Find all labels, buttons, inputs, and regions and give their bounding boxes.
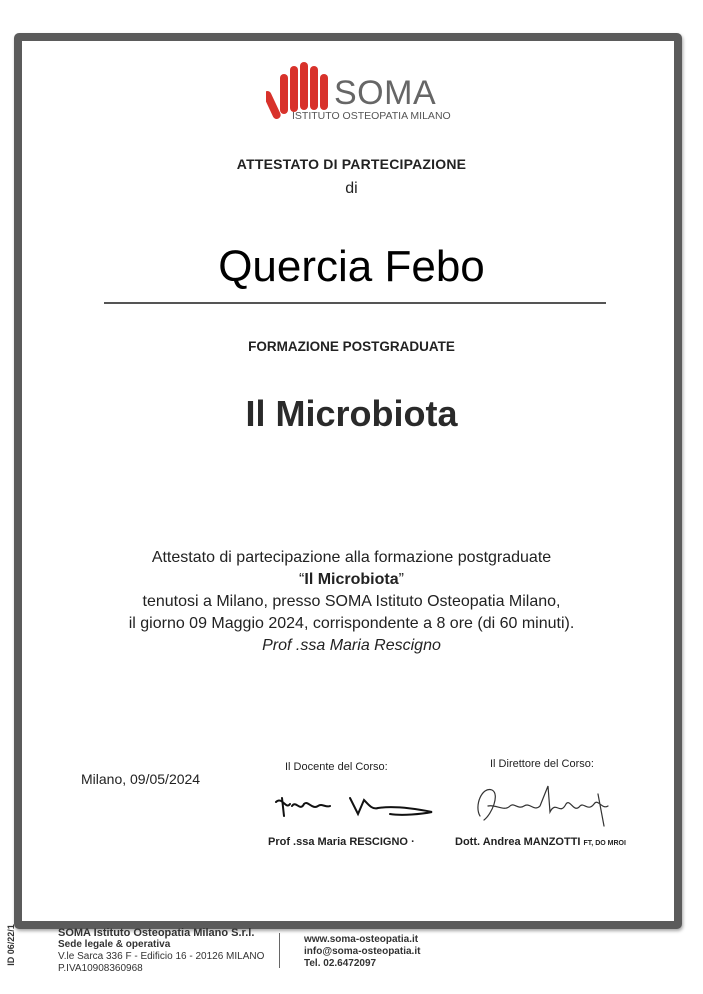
place-date: Milano, 09/05/2024 (81, 771, 201, 787)
body-line-1: Attestato di partecipazione alla formazione postgraduate (151, 549, 552, 566)
recipient-name: Quercia Febo (218, 242, 485, 291)
footer-divider (279, 933, 280, 968)
director-name (455, 836, 626, 848)
teacher-mark: · (411, 836, 415, 848)
footer-website[interactable]: www.soma-osteopatia.it (304, 934, 419, 945)
body-line-3: tenutosi a Milano, presso SOMA Istituto Osteopatia Milano, (142, 593, 561, 610)
teacher-signature (272, 788, 437, 824)
body-course: Il Microbiota (304, 571, 399, 588)
footer-company: SOMA Istituto Osteopatia Milano S.r.l. (58, 927, 255, 939)
teacher-label: Il Docente del Corso: (285, 761, 388, 773)
soma-logo (266, 60, 451, 130)
document-id: ID 06/22/1 (5, 924, 16, 966)
footer-phone: Tel. 02.6472097 (304, 958, 377, 969)
director-label: Il Direttore del Corso: (490, 758, 594, 770)
quote-close: ” (398, 571, 404, 588)
certificate-title: ATTESTATO DI PARTECIPAZIONE (236, 156, 467, 172)
quote-open: “ (299, 571, 305, 588)
body-line-2 (0, 569, 703, 591)
recipient-underline (104, 302, 606, 304)
director-signature (470, 776, 620, 831)
footer-address: V.le Sarca 336 F - Edificio 16 - 20126 MILANO (58, 951, 265, 962)
certificate-di: di (345, 180, 358, 197)
footer-company-block (58, 927, 264, 975)
program-type: FORMAZIONE POSTGRADUATE (248, 339, 455, 354)
body-line-5: Prof .ssa Maria Rescigno (262, 637, 441, 654)
director-suffix: FT, DO MROI (583, 840, 626, 847)
teacher-name-text: Prof .ssa Maria RESCIGNO (268, 836, 408, 848)
logo-name: SOMA (334, 74, 437, 112)
footer-contact-block (304, 934, 420, 970)
director-name-text: Dott. Andrea MANZOTTI (455, 836, 581, 848)
course-title: Il Microbiota (245, 393, 458, 434)
certificate-body (0, 547, 703, 657)
logo-subtitle: ISTITUTO OSTEOPATIA MILANO (292, 110, 451, 122)
teacher-name (268, 836, 415, 848)
footer-office: Sede legale & operativa (58, 939, 171, 950)
footer-vat: P.IVA10908360968 (58, 963, 143, 974)
body-line-4: il giorno 09 Maggio 2024, corrispondente a 8 ore (di 60 minuti). (128, 615, 575, 632)
footer-email[interactable]: info@soma-osteopatia.it (304, 946, 421, 957)
